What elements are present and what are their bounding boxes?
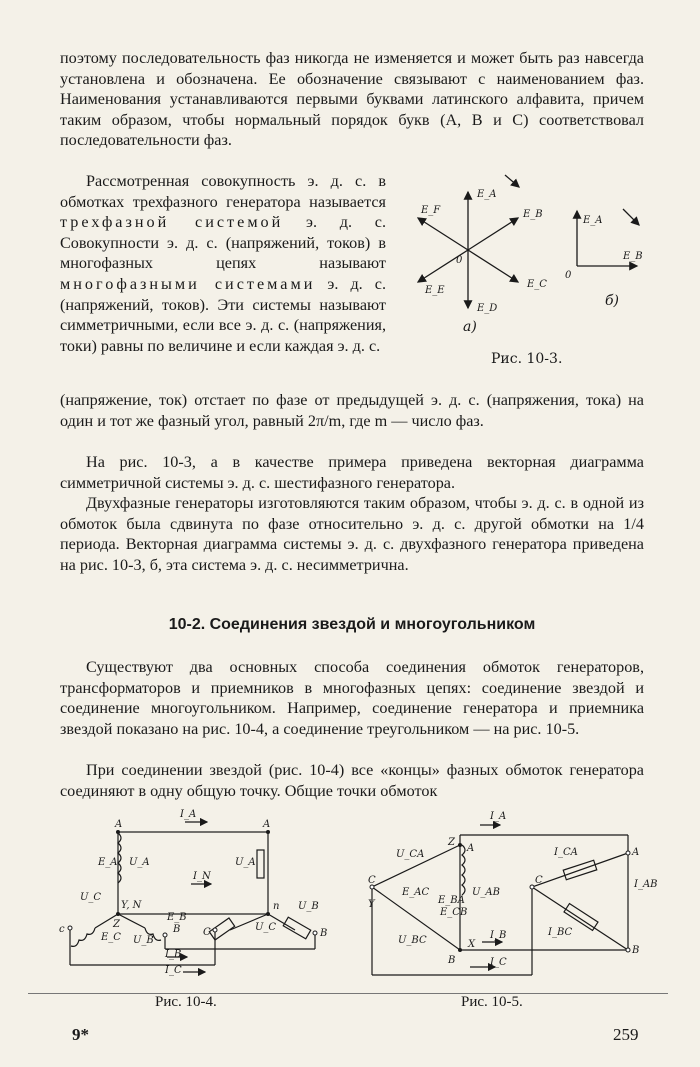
paragraph-2-part-b: э. д. с. Совокупности э. д. с. (напряжений, токов) в многофазных цепях называют	[60, 213, 387, 273]
paragraph-2-part-c: э. д. с. (напряжений, токов). Эти системы называют симметричными, если все э. д. с. (напряжения, токи) равны по величине и если каждая э. д. с.	[60, 274, 386, 355]
label-yn: Y, N	[121, 900, 142, 911]
paragraph-3: На рис. 10-3, а в качестве примера приведена векторная диаграмма симметричной системы э. д. с. шестифазного генератора.	[60, 453, 644, 492]
label-y: Y	[368, 899, 375, 910]
label-ib: I_B	[165, 949, 182, 960]
label-a2: A	[632, 847, 640, 858]
label-c2: C	[535, 875, 543, 886]
figure-10-3	[405, 165, 675, 375]
label-eba: E_BA	[438, 895, 465, 906]
label-b1: B	[173, 924, 181, 935]
label-ubc: U_BC	[398, 935, 427, 946]
label-in: I_N	[193, 871, 211, 882]
figure-10-4-caption: Рис. 10-4.	[155, 994, 217, 1010]
label-ea2: E_A	[583, 215, 603, 226]
label-ea: E_A	[477, 189, 497, 200]
label-origin-2: 0	[565, 270, 572, 281]
label-ee: E_E	[425, 285, 445, 296]
figure-10-5-caption: Рис. 10-5.	[461, 994, 523, 1010]
subfigure-b-label: б)	[605, 293, 620, 309]
subfigure-a-label: а)	[463, 319, 477, 335]
label-ia: I_A	[490, 811, 507, 822]
paragraph-1: поэтому последовательность фаз никогда не изменяется и может быть раз навсегда установлена и обозначена. Ее обозначение связывают с наименованием фаз. Наименования устанавливаются первыми буквами латинского алфавита, причем таким образом, чтобы нормальный порядок букв (A, B и C) соответствовал последовательности фаз.	[60, 49, 644, 150]
term-multiphase-systems: многофазными системами	[60, 274, 316, 293]
label-ea: E_A	[98, 857, 118, 868]
paragraph-2-part-a: Рассмотренная совокупность э. д. с. в обмотках трехфазного генератора называется	[60, 172, 386, 211]
label-ub2: U_B	[298, 901, 319, 912]
bottom-rule	[28, 993, 668, 994]
label-origin: 0	[456, 255, 463, 266]
label-ic: I_C	[490, 957, 507, 968]
label-eb: E_B	[167, 912, 187, 923]
paragraph-2-continued: (напряжение, ток) отстает по фазе от предыдущей э. д. с. (напряжения, тока) на один и тот же фазный угол, равный 2π/m, где m — число фаз.	[60, 391, 644, 430]
label-eac: E_AC	[402, 887, 430, 898]
label-eb: E_B	[523, 209, 543, 220]
label-b1: B	[448, 955, 456, 966]
paragraph-4: Двухфазные генераторы изготовляются таким образом, чтобы э. д. с. в одной из обмоток была сдвинута по фазе относительно э. д. с. другой обмотки на 1/4 периода. Векторная диаграмма системы э. д. с. двухфазного генератора приведена на рис. 10-3, б, эта система э. д. с. несимметрична.	[60, 494, 644, 574]
paragraph-6: При соединении звездой (рис. 10-4) все «концы» фазных обмоток генератора соединяют в одну общую точку. Общие точки обмоток	[60, 761, 644, 800]
label-ibc: I_BC	[548, 927, 573, 938]
figure-10-4	[55, 805, 345, 1005]
label-ef: E_F	[421, 205, 441, 216]
label-uc2: U_C	[255, 922, 277, 933]
page-number: 259	[613, 1025, 639, 1044]
section-heading: 10-2. Соединения звездой и многоугольником	[168, 616, 536, 633]
label-ec: E_C	[527, 279, 547, 290]
term-three-phase-system: трехфазной системой	[60, 213, 284, 232]
label-ecb: E_CB	[440, 907, 468, 918]
label-ua: U_A	[129, 857, 150, 868]
label-a1: A	[467, 843, 475, 854]
label-c1: C	[368, 875, 376, 886]
label-c2: C	[203, 927, 211, 938]
label-ub: U_B	[133, 935, 154, 946]
label-a2: A	[263, 819, 271, 830]
label-uab: U_AB	[472, 887, 500, 898]
paragraph-5: Существуют два основных способа соединения обмоток генераторов, трансформаторов и приемников в многофазных цепях: соединение звездой и соединение многоугольником. Например, соединение генератора и приемника звездой показано на рис. 10-4, а соединение треугольником — на рис. 10-5.	[60, 658, 644, 738]
label-eb2: E_B	[623, 251, 643, 262]
label-ia: I_A	[180, 809, 197, 820]
label-uc: U_C	[80, 892, 102, 903]
label-iab: I_AB	[634, 879, 658, 890]
label-b2: B	[320, 928, 328, 939]
label-ua2: U_A	[235, 857, 256, 868]
label-z: Z	[113, 919, 120, 930]
label-ed: E_D	[477, 303, 498, 314]
label-uca: U_CA	[396, 849, 425, 860]
label-z: Z	[448, 837, 455, 848]
label-c1: c	[59, 924, 65, 935]
label-n: n	[273, 901, 280, 912]
label-ica: I_CA	[554, 847, 578, 858]
paragraph-2	[60, 171, 386, 356]
signature-mark: 9*	[72, 1025, 89, 1044]
label-ec: E_C	[101, 932, 121, 943]
label-a1: A	[115, 819, 123, 830]
label-b2: B	[632, 945, 640, 956]
label-ic: I_C	[165, 965, 182, 976]
figure-10-5	[360, 805, 658, 1005]
figure-10-3-caption: Рис. 10-3.	[491, 351, 563, 367]
label-x: X	[468, 939, 476, 950]
label-ib: I_B	[490, 930, 507, 941]
